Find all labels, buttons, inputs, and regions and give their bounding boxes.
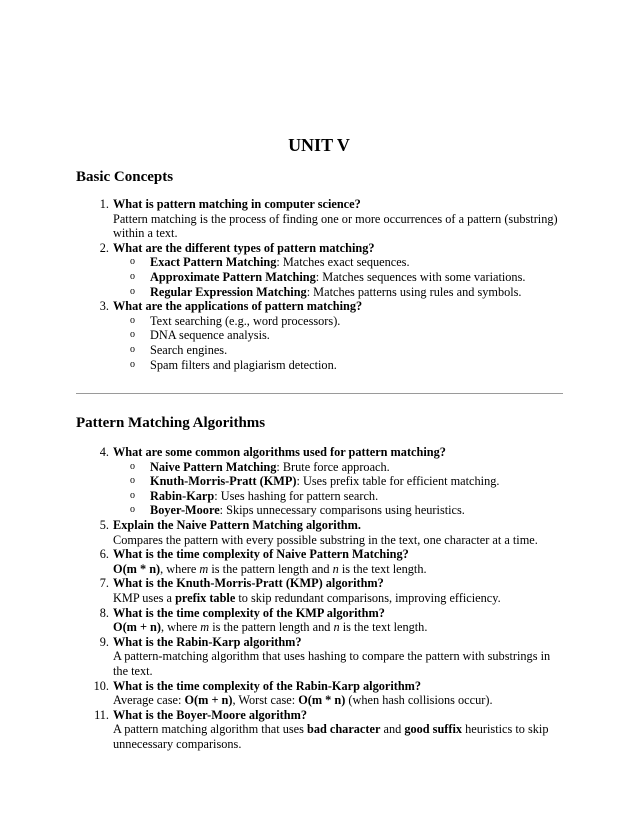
item-text: Spam filters and plagiarism detection. [150,357,337,372]
question-9 [76,635,563,679]
answer-emphasis: prefix table [175,590,236,605]
question-number: 4. [99,445,109,459]
list-item [76,460,563,475]
question-4 [76,445,563,460]
item-term: Regular Expression Matching [150,284,307,299]
answer-part: heuristics to skip unnecessary comparisons. [113,722,549,751]
question-number: 10. [93,678,109,693]
section-heading-basic-concepts: Basic Concepts [76,169,174,185]
question-6 [76,547,563,576]
item-desc: : Skips unnecessary comparisons using heuristics. [219,503,465,518]
item-term: Exact Pattern Matching [150,255,277,270]
item-text: Text searching (e.g., word processors). [150,313,341,328]
answer-text: Pattern matching is the process of finding one or more occurrences of a pattern (substring) within a text. [113,211,558,241]
variable-n: n [332,561,339,576]
list-item [76,358,563,373]
bullet-icon: o [130,358,135,370]
variable-m: m [200,620,210,635]
item-text: Search engines. [150,342,228,357]
answer-part: , Worst case: [232,693,299,708]
section-heading-algorithms: Pattern Matching Algorithms [76,415,266,431]
question-2 [76,241,563,256]
bullet-icon: o [130,343,135,355]
item-term: Rabin-Karp [150,488,215,503]
algorithms-list [76,445,563,751]
item-desc: : Brute force approach. [276,459,390,474]
list-item [76,285,563,300]
bullet-icon: o [130,460,135,472]
item-term: Naive Pattern Matching [150,459,277,474]
question-5 [76,518,563,547]
list-item [76,314,563,329]
complexity-value: O(m * n) [113,561,161,576]
item-desc: : Uses prefix table for efficient matching. [296,474,500,489]
question-3 [76,299,563,314]
answer-part: is the pattern length and [208,561,333,576]
answer-text [113,693,563,708]
question-number: 5. [99,517,109,532]
question-text: What is the time complexity of the Rabin-Karp algorithm? [113,678,422,693]
question-text: What is pattern matching in computer science? [113,197,361,211]
question-10 [76,679,563,708]
answer-part: and [380,722,405,737]
variable-m: m [199,561,209,576]
answer-part: is the text length. [339,620,428,635]
question-text: What is the Knuth-Morris-Pratt (KMP) algorithm? [113,576,384,591]
answer-part: Average case: [113,693,185,708]
bullet-icon: o [130,285,135,297]
item-desc: : Matches sequences with some variations. [315,269,526,284]
complexity-value: O(m + n) [184,693,233,708]
answer-text [113,620,563,635]
list-item [76,503,563,518]
question-text: What is the time complexity of the KMP algorithm? [113,605,385,620]
question-8 [76,606,563,635]
question-text: What are the applications of pattern matching? [113,299,363,314]
answer-part: is the pattern length and [209,620,334,635]
question-text: Explain the Naive Pattern Matching algorithm. [113,517,361,532]
answer-part: A pattern matching algorithm that uses [113,722,307,737]
answer-part: , where [161,620,201,635]
question-text: What is the time complexity of Naive Pattern Matching? [113,547,409,562]
question-11 [76,708,563,752]
question-7 [76,576,563,605]
question-number: 11. [94,707,109,722]
item-term: Knuth-Morris-Pratt (KMP) [150,474,297,489]
question-text: What are the different types of pattern matching? [113,240,375,255]
question-number: 6. [99,547,109,562]
bullet-icon: o [130,475,135,487]
question-number: 1. [99,197,109,211]
list-item [76,474,563,489]
complexity-value: O(m + n) [113,620,161,635]
variable-n: n [333,620,340,635]
bullet-icon: o [130,329,135,341]
list-item [76,328,563,343]
bullet-icon: o [130,314,135,326]
item-desc: : Uses hashing for pattern search. [214,488,379,503]
item-desc: : Matches exact sequences. [276,255,410,270]
bullet-icon: o [130,270,135,282]
answer-text: Compares the pattern with every possible substring in the text, one character at a time. [113,532,538,547]
item-text: DNA sequence analysis. [150,328,270,343]
answer-text: A pattern-matching algorithm that uses hashing to compare the pattern with substrings in the text. [113,649,551,678]
bullet-icon: o [130,504,135,516]
list-item [76,255,563,270]
question-1 [76,197,563,241]
answer-text [113,722,563,751]
question-text: What are some common algorithms used for pattern matching? [113,445,446,459]
answer-part: (when hash collisions occur). [345,693,493,708]
answer-text [113,591,563,606]
question-number: 2. [99,240,109,255]
answer-emphasis: good suffix [404,722,463,737]
answer-part: is the text length. [338,561,427,576]
list-item [76,489,563,504]
question-number: 9. [99,634,109,649]
question-text: What is the Rabin-Karp algorithm? [113,634,302,649]
answer-emphasis: bad character [306,722,381,737]
bullet-icon: o [130,256,135,268]
question-number: 8. [99,605,109,620]
question-number: 7. [99,576,109,591]
list-item [76,343,563,358]
answer-part: , where [160,561,200,576]
item-term: Approximate Pattern Matching [150,269,316,284]
item-desc: : Matches patterns using rules and symbols. [306,284,522,299]
bullet-icon: o [130,489,135,501]
page-title: UNIT V [288,135,350,155]
item-term: Boyer-Moore [150,503,220,518]
answer-part: to skip redundant comparisons, improving efficiency. [235,590,501,605]
horizontal-divider [76,393,563,394]
complexity-value: O(m * n) [298,693,346,708]
answer-part: KMP uses a [113,590,176,605]
list-item [76,270,563,285]
basic-concepts-list [76,197,563,372]
question-text: What is the Boyer-Moore algorithm? [113,707,307,722]
question-number: 3. [99,299,109,314]
answer-text [113,562,563,577]
